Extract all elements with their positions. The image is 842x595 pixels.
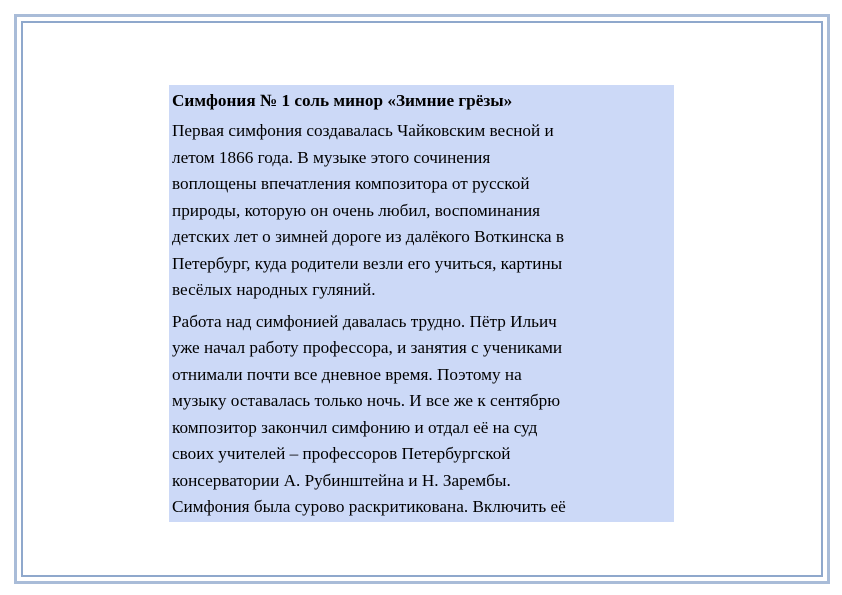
text-line: Работа над симфонией давалась трудно. Пётр Ильич [172, 311, 557, 331]
text-line: уже начал работу профессора, и занятия с учениками [172, 338, 563, 357]
text-line: весёлых народных гуляний. [172, 280, 376, 299]
text-line: летом 1866 года. В музыке этого сочинения [172, 147, 491, 167]
paragraph-1 [172, 118, 672, 304]
text-line: композитор закончил симфонию и отдал её на суд [172, 417, 538, 437]
text-line: Первая симфония создавалась Чайковским весной и [172, 121, 554, 140]
text-line: отнимали почти все дневное время. Поэтому на [172, 364, 522, 384]
text-line: Петербург, куда родители везли его учиться, картины [172, 253, 563, 273]
text-box [169, 85, 674, 522]
text-title: Симфония № 1 соль минор «Зимние грёзы» [172, 91, 513, 110]
text-line: консерватории А. Рубинштейна и Н. Зарембы. [172, 470, 511, 490]
text-line: Симфония была сурово раскритикована. Включить её [172, 497, 566, 516]
text-line: воплощены впечатления композитора от русской [172, 174, 530, 193]
text-line: музыку оставалась только ночь. И все же к сентябрю [172, 391, 561, 410]
text-line: своих учителей – профессоров Петербургской [172, 444, 511, 463]
paragraph-2 [172, 309, 672, 521]
text-line: детских лет о зимней дороге из далёкого Воткинска в [172, 227, 564, 246]
text-line: природы, которую он очень любил, воспоминания [172, 200, 541, 220]
